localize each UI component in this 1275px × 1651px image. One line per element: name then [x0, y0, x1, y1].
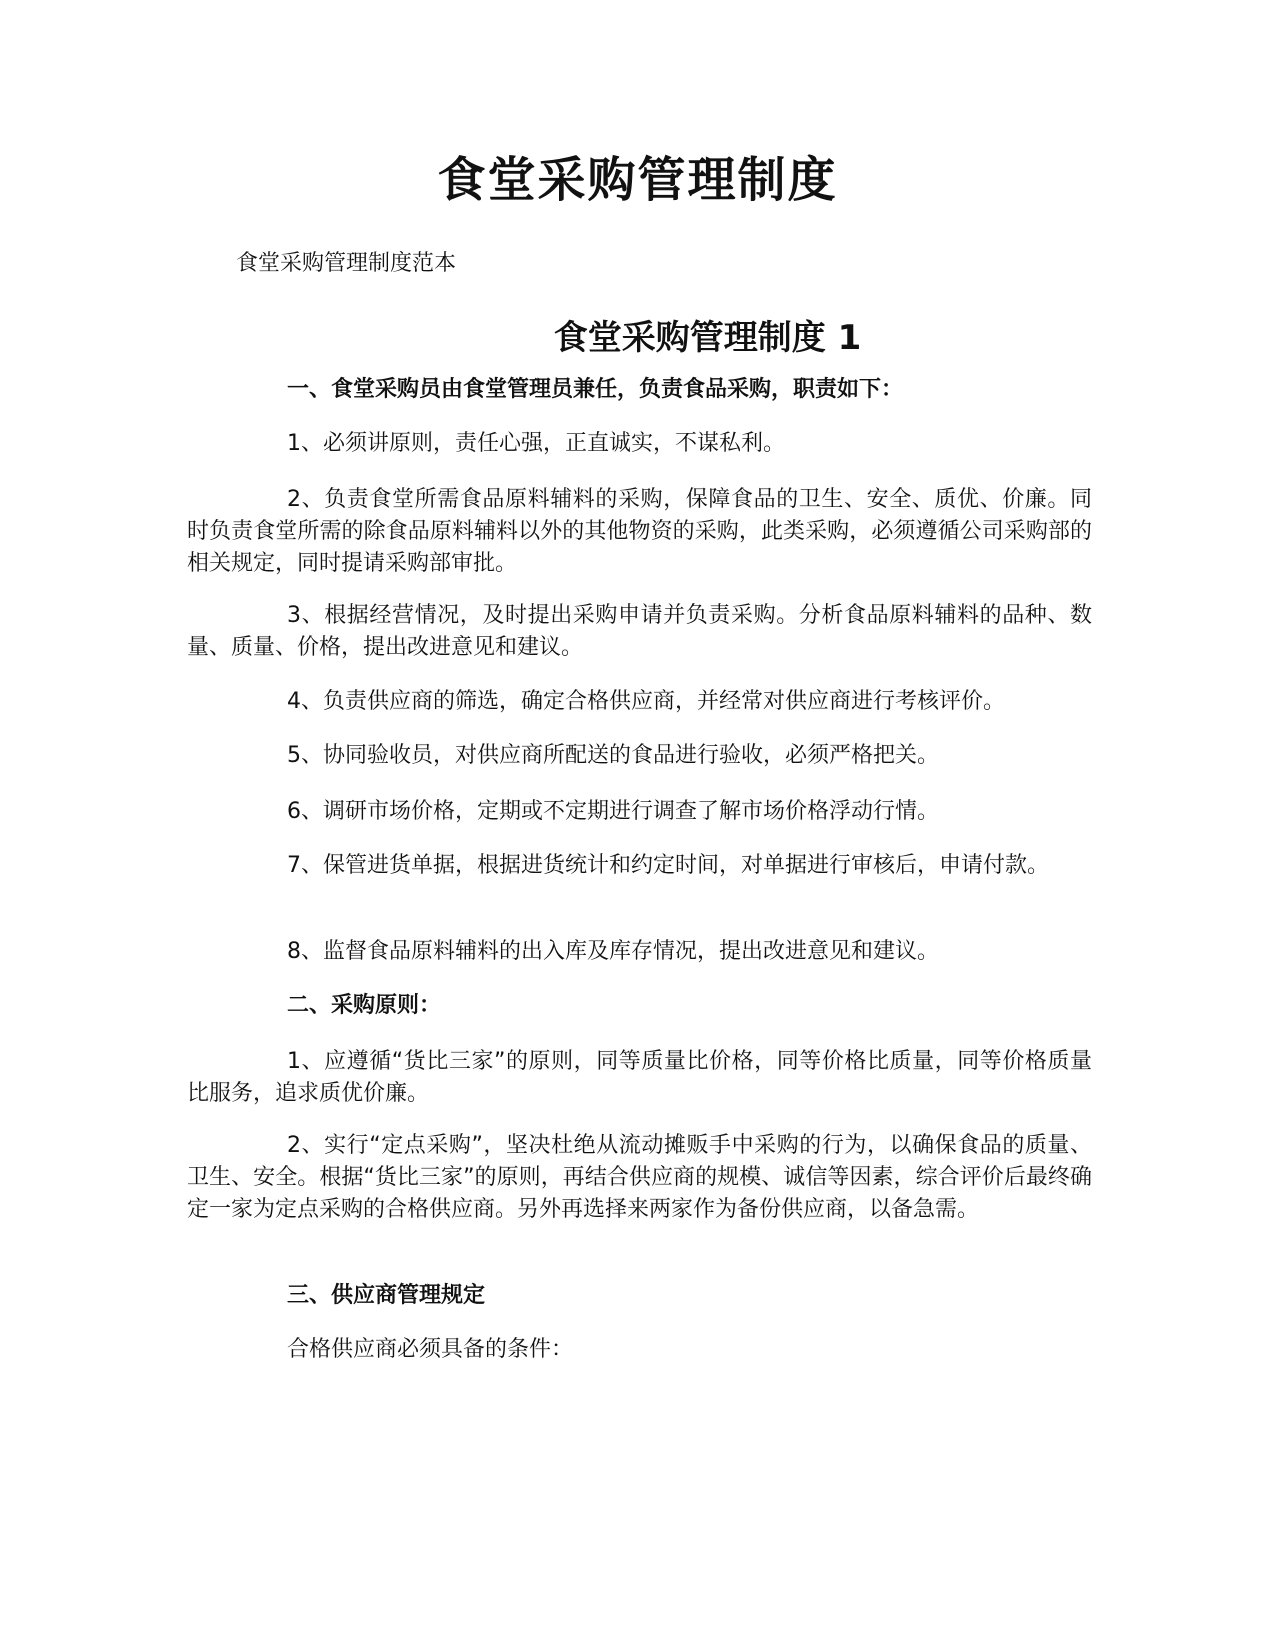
paragraph-block-9 — [187, 936, 1092, 968]
list-item: 1、必须讲原则，责任心强，正直诚实，不谋私利。 — [287, 431, 785, 456]
list-item: 2、实行“定点采购”，坚决杜绝从流动摊贩手中采购的行为，以确保食品的质量、卫生、安全。根据“货比三家”的原则，再结合供应商的规模、诚信等因素，综合评价后最终确定一家为定点采购的合格供应商。另外再选择来两家作为备份供应商，以备急需。 — [187, 1133, 1092, 1222]
list-item: 5、协同验收员，对供应商所配送的食品进行验收，必须严格把关。 — [287, 743, 939, 768]
paragraph-block-13 — [187, 1280, 1092, 1312]
list-item: 7、保管进货单据，根据进货统计和约定时间，对单据进行审核后，申请付款。 — [287, 853, 1049, 878]
paragraph-block-10 — [187, 990, 1092, 1022]
list-item: 3、根据经营情况，及时提出采购申请并负责采购。分析食品原料辅料的品种、数量、质量、价格，提出改进意见和建议。 — [187, 603, 1092, 660]
paragraph-block-14 — [187, 1334, 1092, 1366]
paragraph-block-6 — [187, 740, 1092, 772]
document-title: 食堂采购管理制度 — [437, 152, 838, 208]
section-title: 食堂采购管理制度 1 — [553, 318, 862, 358]
list-item: 6、调研市场价格，定期或不定期进行调查了解市场价格浮动行情。 — [287, 799, 939, 824]
paragraph-block-7 — [187, 796, 1092, 828]
paragraph-block-12 — [187, 1130, 1092, 1226]
paragraph-block-3 — [187, 484, 1092, 580]
list-item: 4、负责供应商的筛选，确定合格供应商，并经常对供应商进行考核评价。 — [287, 689, 1005, 714]
list-item: 1、应遵循“货比三家”的原则，同等质量比价格，同等价格比质量，同等价格质量比服务，追求质优价廉。 — [187, 1049, 1092, 1106]
list-item: 合格供应商必须具备的条件： — [287, 1337, 574, 1362]
paragraph-block-1 — [187, 374, 1092, 406]
heading-supplier-rules: 三、供应商管理规定 — [287, 1283, 486, 1308]
heading-duties: 一、食堂采购员由食堂管理员兼任，负责食品采购，职责如下： — [287, 377, 904, 402]
paragraph-block-2 — [187, 428, 1092, 460]
paragraph-block-11 — [187, 1046, 1092, 1110]
heading-principles: 二、采购原则： — [287, 993, 442, 1018]
paragraph-block-4 — [187, 600, 1092, 664]
list-item: 2、负责食堂所需食品原料辅料的采购，保障食品的卫生、安全、质优、价廉。同时负责食堂所需的除食品原料辅料以外的其他物资的采购，此类采购，必须遵循公司采购部的相关规定，同时提请采购部审批。 — [187, 487, 1092, 576]
document-subtitle: 食堂采购管理制度范本 — [236, 251, 457, 276]
paragraph-block-8 — [187, 850, 1092, 882]
paragraph-block-5 — [187, 686, 1092, 718]
list-item: 8、监督食品原料辅料的出入库及库存情况，提出改进意见和建议。 — [287, 939, 939, 964]
